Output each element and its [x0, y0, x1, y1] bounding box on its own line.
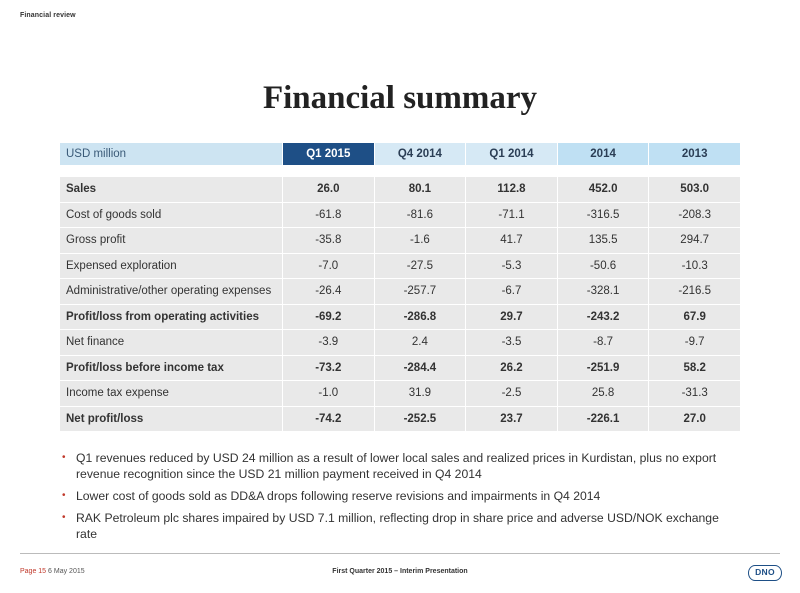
cell-2013: 27.0	[648, 407, 740, 432]
table-row	[60, 305, 740, 330]
row-label: Profit/loss before income tax	[60, 356, 282, 381]
cell-q1-2015: -74.2	[282, 407, 374, 432]
cell-2013: -9.7	[648, 330, 740, 355]
cell-q1-2014: -6.7	[465, 279, 557, 304]
cell-q4-2014: -252.5	[374, 407, 466, 432]
cell-2014: 452.0	[557, 177, 649, 202]
cell-q1-2015: -3.9	[282, 330, 374, 355]
cell-2013: 58.2	[648, 356, 740, 381]
footer-divider	[20, 553, 780, 554]
bullet-item	[62, 450, 722, 482]
cell-q4-2014: -257.7	[374, 279, 466, 304]
cell-q1-2015: 26.0	[282, 177, 374, 202]
table-row	[60, 407, 740, 432]
cell-q4-2014: 31.9	[374, 381, 466, 406]
bullet-item	[62, 510, 722, 542]
cell-q1-2014: -3.5	[465, 330, 557, 355]
table-row	[60, 228, 740, 253]
cell-2014: -328.1	[557, 279, 649, 304]
table-row	[60, 254, 740, 279]
cell-q1-2014: -71.1	[465, 203, 557, 228]
cell-q1-2015: -35.8	[282, 228, 374, 253]
table-row	[60, 177, 740, 202]
row-label: Expensed exploration	[60, 254, 282, 279]
bullet-text: Q1 revenues reduced by USD 24 million as a result of lower local sales and realized prices in Kurdistan, plus no export revenue recognition since the USD 21 million payment received in Q4 2014	[76, 451, 717, 481]
table-row	[60, 381, 740, 406]
cell-q1-2015: -73.2	[282, 356, 374, 381]
cell-2013: -31.3	[648, 381, 740, 406]
cell-q4-2014: -27.5	[374, 254, 466, 279]
financial-summary-table	[60, 142, 740, 432]
cell-q4-2014: -286.8	[374, 305, 466, 330]
row-label: Gross profit	[60, 228, 282, 253]
cell-q1-2015: -26.4	[282, 279, 374, 304]
bullet-icon: •	[62, 452, 66, 463]
cell-2013: 294.7	[648, 228, 740, 253]
row-label: Net profit/loss	[60, 407, 282, 432]
cell-2013: -208.3	[648, 203, 740, 228]
presentation-title: First Quarter 2015 – Interim Presentation	[332, 568, 468, 575]
cell-q1-2015: -1.0	[282, 381, 374, 406]
table-row	[60, 330, 740, 355]
column-header-metric: USD million	[60, 143, 282, 165]
cell-2014: -50.6	[557, 254, 649, 279]
page-title: Financial summary	[262, 80, 538, 116]
cell-2013: -216.5	[648, 279, 740, 304]
column-header-q4-2014: Q4 2014	[374, 143, 466, 165]
column-header-q1-2014: Q1 2014	[465, 143, 557, 165]
table-row	[60, 279, 740, 304]
bullet-text: Lower cost of goods sold as DD&A drops following reserve revisions and impairments in Q4 2014	[76, 489, 601, 503]
column-header-q1-2015: Q1 2015	[282, 143, 374, 165]
bullet-icon: •	[62, 490, 66, 501]
bullet-icon: •	[62, 512, 66, 523]
cell-q1-2014: -2.5	[465, 381, 557, 406]
cell-q1-2015: -69.2	[282, 305, 374, 330]
row-label: Administrative/other operating expenses	[60, 279, 282, 304]
cell-q1-2014: 29.7	[465, 305, 557, 330]
cell-q4-2014: 2.4	[374, 330, 466, 355]
cell-q1-2014: 112.8	[465, 177, 557, 202]
cell-q1-2014: 23.7	[465, 407, 557, 432]
cell-2014: 135.5	[557, 228, 649, 253]
bullet-item	[62, 488, 722, 504]
cell-q4-2014: -81.6	[374, 203, 466, 228]
cell-q1-2014: -5.3	[465, 254, 557, 279]
row-label: Profit/loss from operating activities	[60, 305, 282, 330]
table-spacer	[60, 166, 740, 176]
bullet-list	[62, 450, 722, 548]
cell-2013: 67.9	[648, 305, 740, 330]
cell-2014: -316.5	[557, 203, 649, 228]
row-label: Cost of goods sold	[60, 203, 282, 228]
cell-2013: 503.0	[648, 177, 740, 202]
cell-q1-2014: 26.2	[465, 356, 557, 381]
cell-2014: -8.7	[557, 330, 649, 355]
cell-q4-2014: -1.6	[374, 228, 466, 253]
cell-2014: -243.2	[557, 305, 649, 330]
bullet-text: RAK Petroleum plc shares impaired by USD 7.1 million, reflecting drop in share price and adverse USD/NOK exchange rate	[76, 511, 719, 541]
column-header-2013: 2013	[648, 143, 740, 165]
cell-2014: -251.9	[557, 356, 649, 381]
table-body	[60, 166, 740, 431]
cell-2014: 25.8	[557, 381, 649, 406]
row-label: Income tax expense	[60, 381, 282, 406]
cell-q1-2015: -7.0	[282, 254, 374, 279]
row-label: Sales	[60, 177, 282, 202]
cell-q4-2014: 80.1	[374, 177, 466, 202]
column-header-2014: 2014	[557, 143, 649, 165]
cell-2014: -226.1	[557, 407, 649, 432]
dno-logo: DNO	[748, 565, 782, 581]
cell-q1-2014: 41.7	[465, 228, 557, 253]
table-header-row	[60, 143, 740, 165]
section-label: Financial review	[20, 12, 76, 19]
page-number: Page 15	[20, 568, 47, 575]
cell-q1-2015: -61.8	[282, 203, 374, 228]
row-label: Net finance	[60, 330, 282, 355]
cell-q4-2014: -284.4	[374, 356, 466, 381]
cell-2013: -10.3	[648, 254, 740, 279]
table-row	[60, 356, 740, 381]
table-row	[60, 203, 740, 228]
footer-date: 6 May 2015	[48, 568, 85, 575]
